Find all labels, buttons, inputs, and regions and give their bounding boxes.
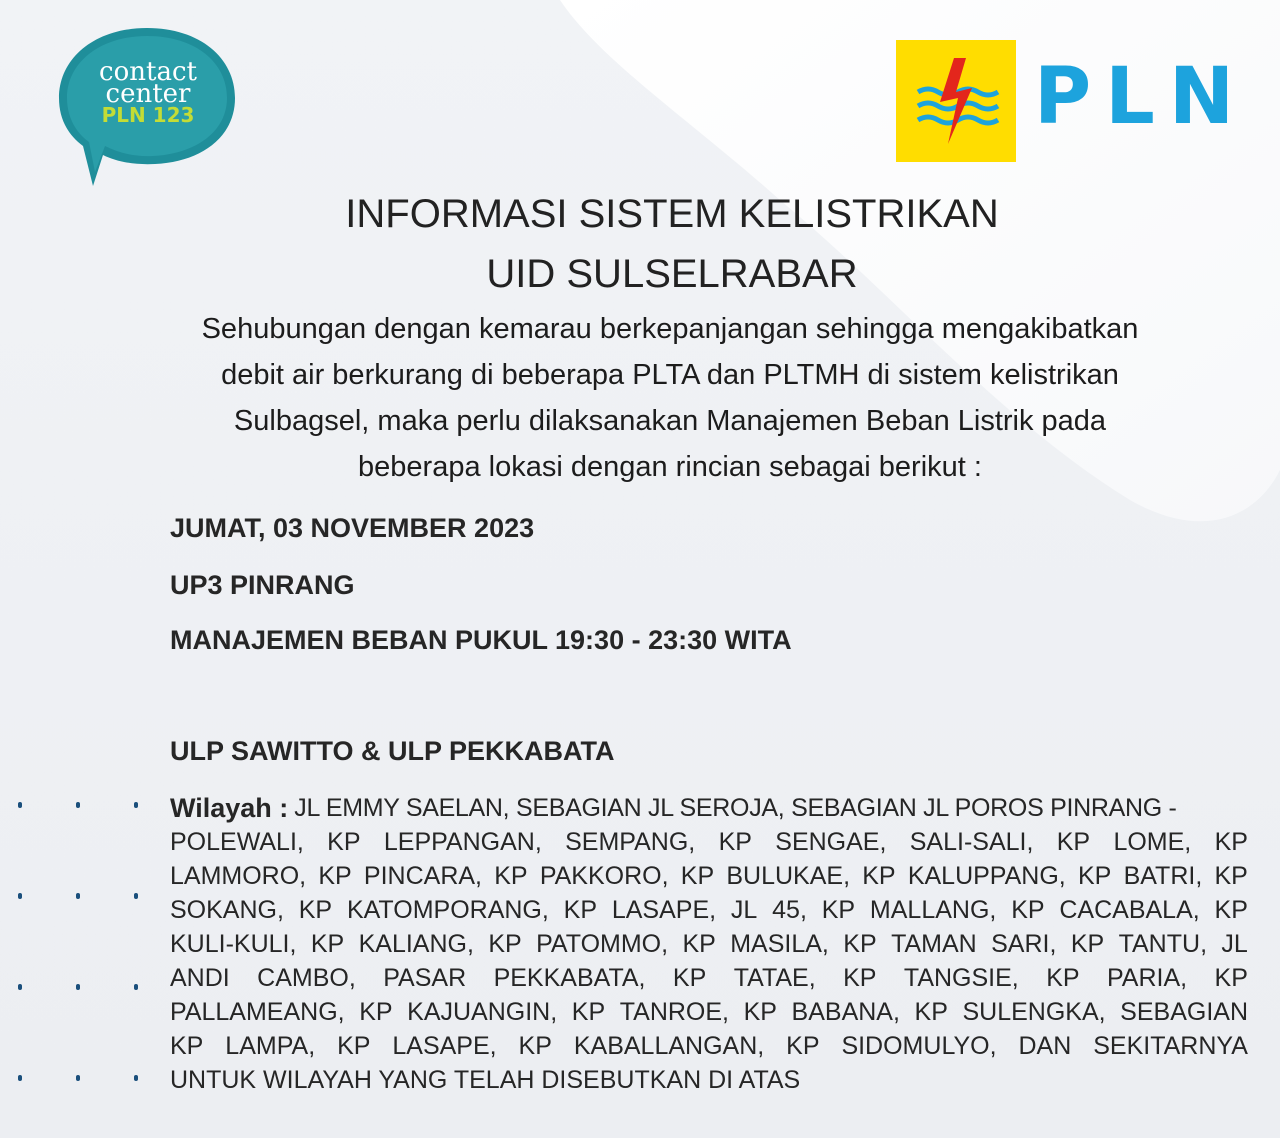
intro-line: Sulbagsel, maka perlu dilaksanakan Manajemen Beban Listrik pada — [233, 405, 1107, 437]
intro-paragraph — [120, 306, 1220, 490]
region-word: KP — [821, 896, 856, 924]
region-word: KP — [843, 964, 877, 992]
region-word: KP — [1214, 862, 1248, 890]
region-line — [170, 791, 1248, 825]
pln-logo — [896, 40, 1249, 162]
region-word: KP — [862, 862, 896, 890]
region-word: SOKANG, — [170, 896, 284, 924]
region-word: KP — [1056, 828, 1091, 856]
region-word: MALLANG, — [869, 896, 997, 924]
speech-bubble-icon — [55, 22, 240, 192]
region-word: BULUKAE, — [726, 862, 851, 890]
region-word: KP — [327, 828, 361, 856]
schedule-date: JUMAT, 03 NOVEMBER 2023 — [170, 513, 535, 543]
region-word: PEKKABATA, — [493, 964, 646, 992]
region-word: SENGAE, — [775, 828, 887, 856]
region-word: KP — [518, 1032, 552, 1060]
region-word: KP — [494, 862, 528, 890]
region-word: KP — [743, 998, 777, 1026]
region-word: PALLAMEANG, — [170, 998, 345, 1026]
region-line — [170, 995, 1248, 1029]
region-word: CACABALA, — [1059, 896, 1200, 924]
region-word: KP — [571, 998, 606, 1026]
svg-text:center: center — [105, 79, 191, 109]
decorative-dots — [10, 1075, 140, 1085]
region-word: POLEWALI, — [170, 828, 304, 856]
region-word: KP — [1070, 930, 1105, 958]
contact-center-logo — [55, 22, 240, 192]
region-word: KP — [672, 964, 707, 992]
region-word: LAMMORO, — [170, 862, 307, 890]
intro-line: Sehubungan dengan kemarau berkepanjangan sehingga mengakibatkan — [201, 313, 1139, 345]
region-text: JL EMMY SAELAN, SEBAGIAN JL SEROJA, SEBAGIAN JL POROS PINRANG - — [294, 794, 1177, 822]
decorative-dots — [10, 893, 140, 903]
page-title: INFORMASI SISTEM KELISTRIKAN — [345, 192, 999, 236]
region-word: LAMPA, — [225, 1032, 316, 1060]
region-word: KP — [1214, 896, 1248, 924]
region-word: SARI, — [991, 930, 1057, 958]
region-word: KULI-KULI, — [170, 930, 297, 958]
region-text: UNTUK WILAYAH YANG TELAH DISEBUTKAN DI ATAS — [170, 1066, 801, 1094]
region-word: TANTU, — [1118, 930, 1208, 958]
region-word: KP — [359, 998, 393, 1026]
region-word: KALIANG, — [358, 930, 474, 958]
region-word: BATRI, — [1123, 862, 1203, 890]
region-word: KP — [1077, 862, 1112, 890]
region-word: DAN — [1018, 1032, 1072, 1060]
region-word: SULENGKA, — [962, 998, 1106, 1026]
region-word: JL — [1221, 930, 1248, 958]
schedule-unit: UP3 PINRANG — [170, 570, 355, 600]
region-word: TANROE, — [619, 998, 729, 1026]
region-word: KP — [718, 828, 752, 856]
region-label: Wilayah : — [170, 793, 289, 823]
region-word: KP — [786, 1032, 820, 1060]
region-word: 45, — [772, 896, 807, 924]
schedule-ulp: ULP SAWITTO & ULP PEKKABATA — [170, 736, 615, 766]
region-word: KATOMPORANG, — [346, 896, 549, 924]
region-word: BABANA, — [791, 998, 900, 1026]
region-word: KP — [1046, 964, 1080, 992]
region-word: SEMPANG, — [565, 828, 696, 856]
region-word: KP — [682, 930, 716, 958]
region-word: KP — [1011, 896, 1045, 924]
region-word: CAMBO, — [257, 964, 356, 992]
region-word: PARIA, — [1106, 964, 1188, 992]
decorative-dots — [10, 984, 140, 994]
region-word: LEPPANGAN, — [383, 828, 542, 856]
region-line — [170, 893, 1248, 927]
region-word: KP — [310, 930, 345, 958]
region-word: KP — [170, 1032, 204, 1060]
region-word: LOME, — [1113, 828, 1192, 856]
region-line — [170, 1029, 1248, 1063]
region-word: KP — [680, 862, 715, 890]
region-word: TAMAN — [891, 930, 977, 958]
region-word: KALUPPANG, — [907, 862, 1066, 890]
region-word: KP — [298, 896, 333, 924]
region-word: SIDOMULYO, — [841, 1032, 997, 1060]
region-word: SEKITARNYA — [1093, 1032, 1248, 1060]
region-word: PASAR — [383, 964, 467, 992]
region-line — [170, 927, 1248, 961]
region-word: PINCARA, — [363, 862, 483, 890]
region-word: KP — [914, 998, 948, 1026]
decorative-dots — [10, 802, 140, 812]
region-word: MASILA, — [730, 930, 829, 958]
region-list — [170, 791, 1248, 1097]
svg-text:contact: contact — [99, 57, 197, 87]
region-word: ANDI — [170, 964, 230, 992]
region-word: TATAE, — [733, 964, 816, 992]
region-word: PATOMMO, — [536, 930, 669, 958]
region-line — [170, 1063, 1248, 1097]
region-word: KP — [563, 896, 598, 924]
region-word: KP — [1214, 828, 1248, 856]
region-line — [170, 825, 1248, 859]
region-word: KP — [488, 930, 522, 958]
region-word: SEBAGIAN — [1120, 998, 1248, 1026]
intro-line: debit air berkurang di beberapa PLTA dan PLTMH di sistem kelistrikan — [221, 359, 1119, 391]
region-line — [170, 859, 1248, 893]
region-word: SALI-SALI, — [909, 828, 1034, 856]
page-subtitle: UID SULSELRABAR — [486, 252, 858, 296]
region-word: TANGSIE, — [903, 964, 1019, 992]
region-word: KP — [843, 930, 877, 958]
region-line — [170, 961, 1248, 995]
region-word: KP — [1214, 964, 1248, 992]
region-word: PAKKORO, — [539, 862, 669, 890]
region-word: KP — [318, 862, 352, 890]
region-word: KAJUANGIN, — [407, 998, 558, 1026]
region-word: JL — [730, 896, 758, 924]
intro-line: beberapa lokasi dengan rincian sebagai berikut : — [358, 451, 982, 483]
region-word: LASAPE, — [392, 1032, 497, 1060]
region-word: KP — [337, 1032, 371, 1060]
region-word: KABALLANGAN, — [573, 1032, 765, 1060]
schedule-time: MANAJEMEN BEBAN PUKUL 19:30 - 23:30 WITA — [170, 625, 792, 655]
pln-logo-text: PLN — [1034, 52, 1249, 142]
pln-lightning-icon — [896, 40, 1016, 162]
svg-text:PLN 123: PLN 123 — [101, 103, 195, 127]
region-word: LASAPE, — [611, 896, 717, 924]
